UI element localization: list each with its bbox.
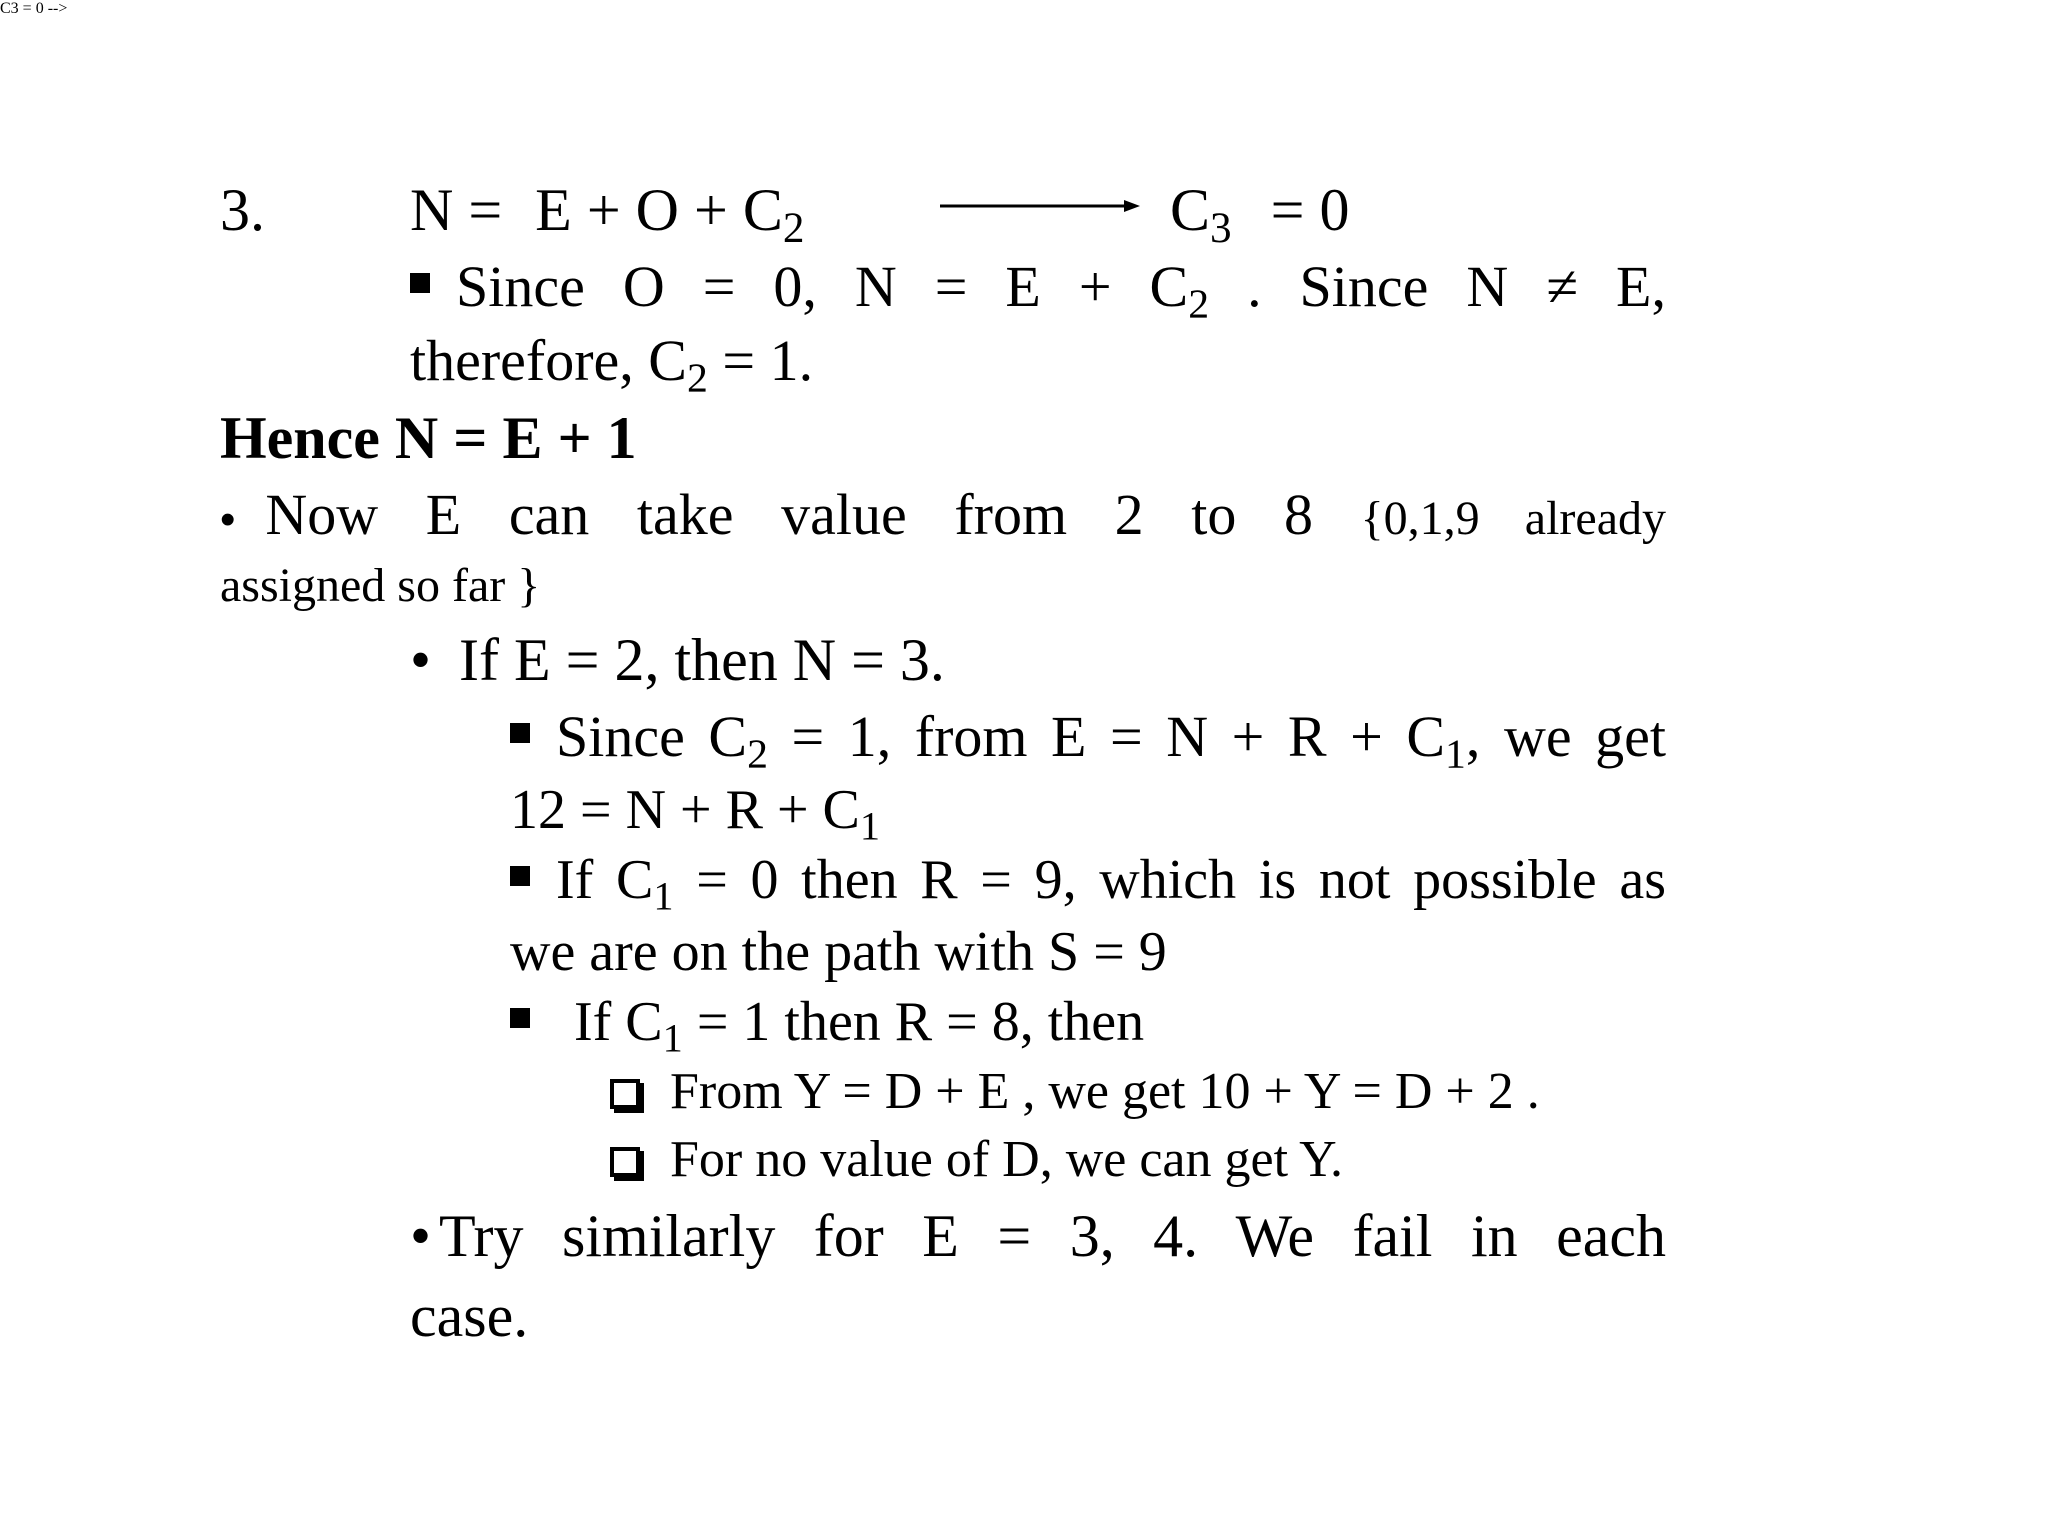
c3-result: $C_3 = 0$ bbox=[1170, 177, 1350, 253]
step-equation: $N = E + O + C_2$ bbox=[410, 177, 805, 253]
bullet-dot-icon: • bbox=[220, 495, 236, 544]
square-bullet-icon bbox=[510, 723, 530, 743]
if-c1-zero-line: If $C_1 = 0$ then R = 9, which is not possible as bbox=[510, 852, 1666, 908]
slide: C3 = 0 --> 3. $N = E + O + C_2$ $C_3 = 0$ Since O = 0, $N = E + C_2$ . Since N ≠ E, therefore, $C_2 = 1$. Hence N = E + 1 • Now E can take value from 2 to 8 {0,1,9 already assigned so far } • If E = 2, then N = 3. Since $C_2 = 1$, from $E = N + R + C_1$, we get $12 = N + R + C_1$ If $C_1 = 0$ then R = 9, which is not possible as we are on the path with S = 9 If $C_1 = 1$ then R = 8, then From Y = D + E , we get 10 + Y = D + 2 . For no value of D, we can get Y. • Try similarly for E = 3, 4. We fail in each case. bbox=[0, 0, 1667, 1349]
no-value-line: For no value of D, we can get Y. bbox=[610, 1134, 1343, 1186]
now-e-continuation: assigned so far } bbox=[220, 559, 541, 612]
since-c2-line: Since $C_2 = 1$, from $E = N + R + C_1$, we get bbox=[510, 708, 1666, 766]
hence-heading: Hence N = E + 1 bbox=[220, 405, 637, 471]
try-continuation: case. bbox=[410, 1283, 529, 1349]
square-bullet-icon bbox=[510, 866, 530, 886]
checkbox-bullet-icon bbox=[610, 1079, 640, 1109]
checkbox-bullet-icon bbox=[610, 1147, 640, 1177]
case-e2-line: • If E = 2, then N = 3. bbox=[410, 627, 945, 693]
path-s9-line: we are on the path with S = 9 bbox=[510, 921, 1167, 983]
now-e-line: • Now E can take value from 2 to 8 {0,1,9 already bbox=[220, 482, 1667, 547]
twelve-equation: $12 = N + R + C_1$ bbox=[510, 779, 881, 849]
implies-arrow-icon bbox=[940, 196, 1140, 216]
square-bullet-icon bbox=[410, 273, 430, 293]
square-bullet-icon bbox=[510, 1008, 530, 1028]
try-similarly-line: • Try similarly for E = 3, 4. We fail in each bbox=[410, 1203, 1666, 1269]
bullet-dot-icon: • bbox=[410, 627, 432, 693]
step-number: 3. bbox=[220, 177, 265, 243]
if-c1-one-line: If $C_1 = 1$ then R = 8, then bbox=[510, 994, 1144, 1050]
bullet-dot-icon: • bbox=[410, 1203, 432, 1269]
since-o-line: Since O = 0, $N = E + C_2$ . Since N ≠ E, bbox=[410, 258, 1666, 316]
from-y-line: From Y = D + E , we get 10 + Y = D + 2 . bbox=[610, 1066, 1540, 1118]
therefore-line: therefore, $C_2 = 1$. bbox=[410, 328, 814, 402]
